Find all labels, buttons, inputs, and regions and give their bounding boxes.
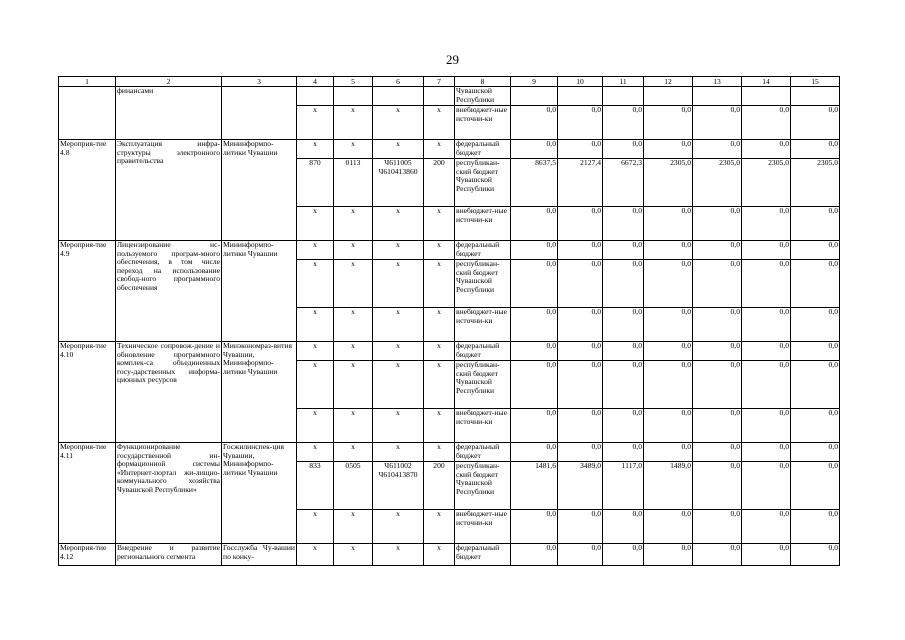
cell-amount: 0,0 [693,462,742,510]
cell-section: х [334,207,373,241]
cell-expense-group [424,87,455,106]
cell-amount: 2305,0 [791,159,840,207]
cell-amount: 0,0 [644,409,693,443]
cell-amount: 0,0 [791,443,840,462]
cell-amount: 0,0 [693,207,742,241]
cell-expense-group: х [424,342,455,361]
cell-amount: 0,0 [742,544,791,566]
cell-expense-group: х [424,207,455,241]
column-number-4: 4 [297,77,334,87]
cell-section: х [334,140,373,159]
cell-amount: 0,0 [603,241,644,260]
column-number-10: 10 [558,77,603,87]
cell-grbs: 833 [297,462,334,510]
cell-amount: 0,0 [742,308,791,342]
cell-expense-group: х [424,510,455,544]
cell-amount: 0,0 [558,241,603,260]
cell-amount: 0,0 [511,510,558,544]
cell-funding-source: республикан-ский бюджет Чувашской Республики [455,462,511,510]
cell-target-article: х [373,342,424,361]
cell-amount: 0,0 [511,106,558,140]
cell-grbs: 870 [297,159,334,207]
cell-amount: 0,0 [558,361,603,409]
cell-activity-code: Мероприя-тие 4.9 [59,241,116,342]
cell-amount: 0,0 [558,260,603,308]
cell-executor: Минэкономраз-вития Чувашии, Мининформпо-литики Чувашии [222,342,297,443]
cell-grbs: х [297,207,334,241]
cell-funding-source: федеральный бюджет [455,443,511,462]
cell-amount: 0,0 [791,342,840,361]
cell-amount: 0,0 [693,544,742,566]
page-number: 29 [446,52,459,67]
cell-amount: 0,0 [558,308,603,342]
cell-amount: 0,0 [791,409,840,443]
cell-expense-group: х [424,409,455,443]
cell-executor: Госслужба Чу-вашии по конку- [222,544,297,566]
cell-activity-code: Мероприя-тие 4.10 [59,342,116,443]
cell-amount: 0,0 [742,207,791,241]
cell-section: 0505 [334,462,373,510]
cell-amount: 0,0 [693,106,742,140]
cell-target-article: х [373,544,424,566]
cell-amount: 0,0 [511,361,558,409]
cell-amount: 0,0 [511,140,558,159]
column-number-7: 7 [424,77,455,87]
cell-amount: 0,0 [603,409,644,443]
cell-amount: 0,0 [644,342,693,361]
cell-amount: 0,0 [791,544,840,566]
cell-funding-source: внебюджет-ные источни-ки [455,308,511,342]
cell-amount: 0,0 [693,361,742,409]
cell-amount: 2305,0 [693,159,742,207]
cell-amount: 0,0 [742,260,791,308]
cell-expense-group: 200 [424,462,455,510]
cell-amount: 0,0 [603,106,644,140]
column-number-3: 3 [222,77,297,87]
cell-amount: 0,0 [693,140,742,159]
cell-section: 0113 [334,159,373,207]
cell-amount: 3489,0 [558,462,603,510]
cell-expense-group: х [424,361,455,409]
cell-amount: 0,0 [791,241,840,260]
cell-activity-name: Эксплуатация инфра-структуры электронного правительства [116,140,222,241]
cell-amount: 0,0 [791,361,840,409]
cell-funding-source: федеральный бюджет [455,342,511,361]
cell-grbs: х [297,544,334,566]
cell-amount: 0,0 [644,207,693,241]
cell-activity-name: Лицензирование ис-пользуемого програм-много обеспечения, в том числе переход на использование свобод-ного программного обеспечения [116,241,222,342]
cell-expense-group: х [424,308,455,342]
cell-amount: 0,0 [693,260,742,308]
cell-executor: Мининформпо-литики Чувашии [222,241,297,342]
cell-funding-source: внебюджет-ные источни-ки [455,106,511,140]
cell-amount: 1117,0 [603,462,644,510]
cell-executor: Мининформпо-литики Чувашии [222,140,297,241]
budget-table [58,76,840,566]
cell-executor [222,87,297,140]
cell-amount: 0,0 [603,361,644,409]
cell-amount: 0,0 [742,409,791,443]
cell-target-article: х [373,510,424,544]
cell-amount: 0,0 [742,462,791,510]
cell-grbs: х [297,106,334,140]
cell-amount: 2127,4 [558,159,603,207]
cell-amount: 1481,6 [511,462,558,510]
cell-amount: 0,0 [644,308,693,342]
cell-amount: 0,0 [693,241,742,260]
table-row [59,140,840,159]
cell-expense-group: х [424,140,455,159]
table-row [59,241,840,260]
cell-amount: 0,0 [603,342,644,361]
cell-amount: 0,0 [644,241,693,260]
cell-section: х [334,510,373,544]
cell-funding-source: Чувашской Республики [455,87,511,106]
cell-section: х [334,241,373,260]
cell-amount: 0,0 [558,342,603,361]
column-number-1: 1 [59,77,116,87]
cell-activity-code [59,87,116,140]
cell-funding-source: федеральный бюджет [455,544,511,566]
cell-amount: 0,0 [791,207,840,241]
cell-expense-group: х [424,106,455,140]
column-number-12: 12 [644,77,693,87]
cell-section: х [334,443,373,462]
table-row [59,544,840,566]
cell-amount: 0,0 [511,308,558,342]
cell-amount: 0,0 [644,106,693,140]
cell-amount: 0,0 [558,140,603,159]
column-number-8: 8 [455,77,511,87]
cell-activity-name: финансами [116,87,222,140]
cell-grbs: х [297,260,334,308]
cell-amount: 2305,0 [742,159,791,207]
cell-amount: 0,0 [742,140,791,159]
column-number-2: 2 [116,77,222,87]
cell-amount: 0,0 [644,510,693,544]
cell-amount: 0,0 [558,207,603,241]
cell-amount: 0,0 [791,308,840,342]
cell-funding-source: внебюджет-ные источни-ки [455,510,511,544]
cell-amount: 0,0 [558,409,603,443]
cell-expense-group: 200 [424,159,455,207]
cell-amount: 0,0 [693,342,742,361]
cell-funding-source: республикан-ский бюджет Чувашской Республики [455,159,511,207]
cell-amount: 0,0 [603,308,644,342]
cell-amount: 0,0 [511,207,558,241]
table-row [59,87,840,106]
cell-amount: 0,0 [791,510,840,544]
cell-target-article: х [373,260,424,308]
column-number-5: 5 [334,77,373,87]
cell-amount: 0,0 [603,260,644,308]
cell-amount: 0,0 [742,342,791,361]
column-number-13: 13 [693,77,742,87]
cell-amount: 0,0 [558,106,603,140]
column-number-15: 15 [791,77,840,87]
cell-amount: 0,0 [791,140,840,159]
cell-target-article: х [373,361,424,409]
cell-amount: 0,0 [511,409,558,443]
cell-funding-source: федеральный бюджет [455,241,511,260]
cell-amount: 0,0 [693,409,742,443]
cell-amount: 6672,3 [603,159,644,207]
cell-amount: 0,0 [644,544,693,566]
cell-activity-name: Функционирование государственной ин-формационной системы «Интернет-портал жи-лищно-коммунального хозяйства Чувашской Республики» [116,443,222,544]
cell-amount: 0,0 [791,106,840,140]
cell-amount: 0,0 [742,241,791,260]
cell-amount: 0,0 [644,361,693,409]
cell-amount [791,87,840,106]
cell-amount: 0,0 [693,308,742,342]
cell-amount: 8637,5 [511,159,558,207]
cell-amount: 2305,0 [644,159,693,207]
cell-amount: 0,0 [511,241,558,260]
cell-section: х [334,361,373,409]
cell-amount [603,87,644,106]
cell-expense-group: х [424,241,455,260]
cell-funding-source: федеральный бюджет [455,140,511,159]
table-body [59,77,840,566]
cell-expense-group: х [424,544,455,566]
cell-activity-name: Техническое сопровож-дение и обновление программного комплек-са объединенных госу-дарственных информа-ционных ресурсов [116,342,222,443]
cell-amount: 0,0 [644,443,693,462]
column-number-11: 11 [603,77,644,87]
column-number-9: 9 [511,77,558,87]
cell-target-article: х [373,308,424,342]
cell-grbs: х [297,308,334,342]
cell-amount: 0,0 [742,510,791,544]
cell-amount: 0,0 [742,443,791,462]
column-number-14: 14 [742,77,791,87]
cell-expense-group: х [424,260,455,308]
cell-target-article: Ч611005 Ч610413860 [373,159,424,207]
cell-section: х [334,342,373,361]
cell-amount: 0,0 [603,207,644,241]
cell-amount: 0,0 [603,443,644,462]
cell-target-article: х [373,409,424,443]
cell-funding-source: республикан-ский бюджет Чувашской Республики [455,361,511,409]
cell-activity-code: Мероприя-тие 4.11 [59,443,116,544]
cell-grbs: х [297,409,334,443]
cell-amount: 0,0 [558,544,603,566]
cell-executor: Госжилинспек-ция Чувашии, Мининформпо-литики Чувашии [222,443,297,544]
cell-amount: 1489,0 [644,462,693,510]
table-row [59,443,840,462]
cell-amount: 0,0 [742,106,791,140]
cell-grbs: х [297,361,334,409]
cell-grbs [297,87,334,106]
cell-target-article: х [373,207,424,241]
cell-amount: 0,0 [644,140,693,159]
cell-amount: 0,0 [644,260,693,308]
cell-grbs: х [297,510,334,544]
cell-grbs: х [297,241,334,260]
cell-amount [742,87,791,106]
cell-amount: 0,0 [511,342,558,361]
cell-section: х [334,308,373,342]
cell-target-article: х [373,140,424,159]
cell-funding-source: республикан-ский бюджет Чувашской Республики [455,260,511,308]
cell-amount: 0,0 [791,462,840,510]
column-number-6: 6 [373,77,424,87]
cell-amount: 0,0 [791,260,840,308]
cell-funding-source: внебюджет-ные источни-ки [455,409,511,443]
cell-expense-group: х [424,443,455,462]
cell-amount [693,87,742,106]
cell-target-article: х [373,241,424,260]
cell-section: х [334,260,373,308]
cell-section [334,87,373,106]
cell-amount: 0,0 [742,361,791,409]
cell-grbs: х [297,342,334,361]
cell-grbs: х [297,443,334,462]
cell-amount: 0,0 [511,544,558,566]
cell-target-article: х [373,443,424,462]
cell-target-article [373,87,424,106]
cell-amount: 0,0 [693,443,742,462]
cell-amount: 0,0 [603,140,644,159]
cell-amount: 0,0 [558,443,603,462]
cell-activity-name: Внедрение и развитие регионального сегмента [116,544,222,566]
cell-section: х [334,106,373,140]
cell-amount: 0,0 [603,510,644,544]
cell-amount: 0,0 [603,544,644,566]
cell-amount: 0,0 [693,510,742,544]
cell-funding-source: внебюджет-ные источни-ки [455,207,511,241]
cell-amount: 0,0 [511,260,558,308]
table-row [59,342,840,361]
cell-amount [511,87,558,106]
cell-activity-code: Мероприя-тие 4.8 [59,140,116,241]
cell-amount [558,87,603,106]
cell-amount: 0,0 [558,510,603,544]
cell-activity-code: Мероприя-тие 4.12 [59,544,116,566]
column-number-row [59,77,840,87]
cell-section: х [334,409,373,443]
cell-section: х [334,544,373,566]
cell-target-article: Ч611002 Ч610413870 [373,462,424,510]
cell-amount [644,87,693,106]
cell-grbs: х [297,140,334,159]
cell-amount: 0,0 [511,443,558,462]
cell-target-article: х [373,106,424,140]
